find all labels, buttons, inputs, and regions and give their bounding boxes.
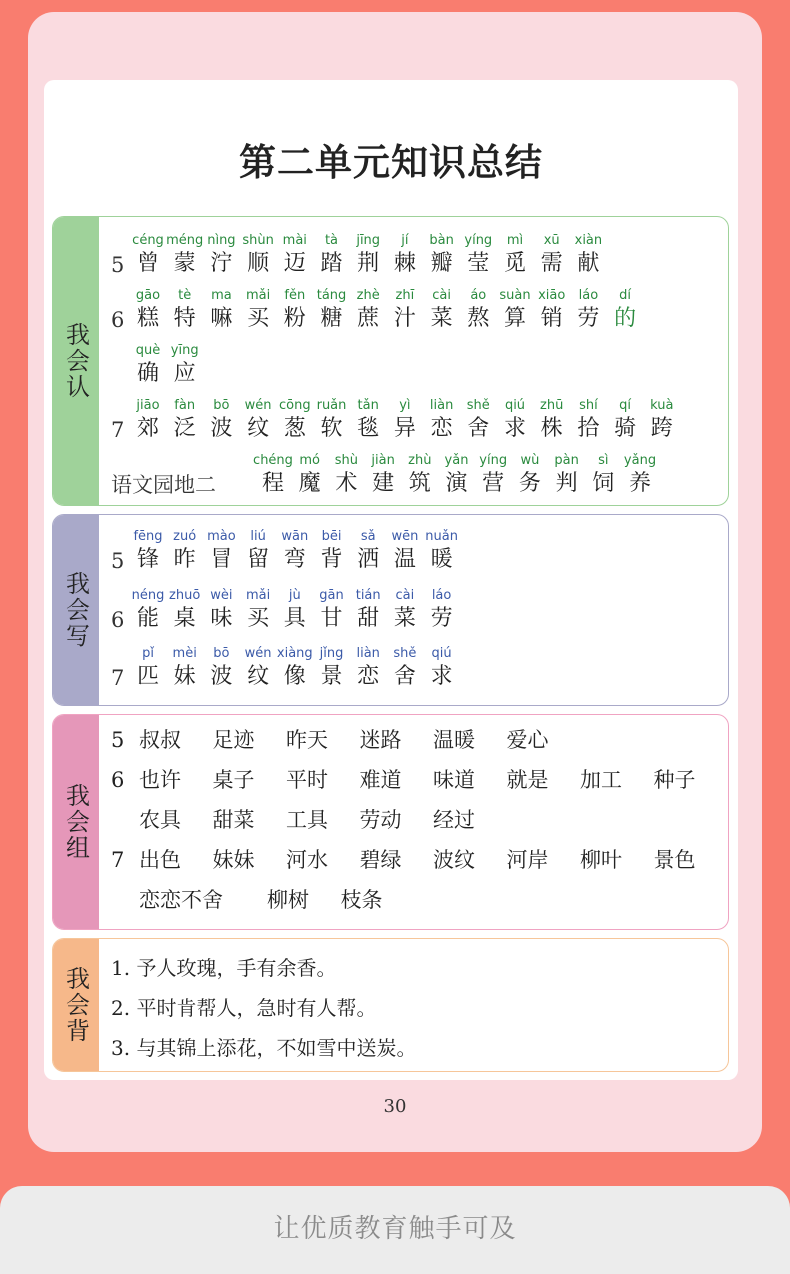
pinyin: wén <box>244 398 272 413</box>
lesson-number: 6 <box>111 608 125 632</box>
pinyin: kuà <box>650 398 674 413</box>
char-row <box>111 582 729 632</box>
hanzi: 波 <box>210 664 233 689</box>
pinyin: méng <box>166 233 204 248</box>
section-label: 我会认 <box>61 322 90 400</box>
hanzi: 甜 <box>357 606 380 631</box>
char-row <box>111 640 729 690</box>
pinyin: liàn <box>429 398 454 413</box>
word-row <box>111 845 729 875</box>
pinyin: nìng <box>207 233 236 248</box>
section-tab <box>53 715 99 929</box>
hanzi: 算 <box>503 306 526 331</box>
pinyin: cài <box>432 288 451 303</box>
hanzi: 跨 <box>650 416 673 441</box>
char-with-pinyin <box>608 288 642 332</box>
pinyin: áo <box>470 288 487 303</box>
char-with-pinyin <box>425 529 459 573</box>
footer-bar <box>0 1186 790 1274</box>
pinyin: pǐ <box>142 646 154 661</box>
pinyin: jí <box>401 233 409 248</box>
hanzi: 献 <box>577 251 600 276</box>
pinyin: mǎi <box>245 588 271 603</box>
word: 景色 <box>653 848 696 872</box>
hanzi: 销 <box>540 306 563 331</box>
pinyin: shù <box>334 453 359 468</box>
hanzi: 演 <box>445 471 468 496</box>
pinyin: mào <box>207 529 236 544</box>
hanzi: 荆 <box>357 251 380 276</box>
pinyin: què <box>135 343 161 358</box>
pinyin: yǎng <box>623 453 657 468</box>
hanzi: 买 <box>247 306 270 331</box>
hanzi: 郊 <box>136 416 159 441</box>
pinyin: mèi <box>172 646 197 661</box>
word: 爱心 <box>506 728 549 752</box>
pinyin: xiàng <box>276 646 313 661</box>
char-with-pinyin <box>571 233 605 277</box>
word: 难道 <box>359 768 402 792</box>
hanzi: 留 <box>247 547 270 572</box>
char-with-pinyin <box>425 646 459 690</box>
word: 叔叔 <box>139 728 181 752</box>
hanzi: 味 <box>210 606 233 631</box>
pinyin: nuǎn <box>425 529 458 544</box>
hanzi: 软 <box>320 416 343 441</box>
word: 河岸 <box>506 848 549 872</box>
char-with-pinyin <box>645 398 679 442</box>
pinyin: qiú <box>431 646 452 661</box>
hanzi: 的 <box>614 306 637 331</box>
hanzi: 曾 <box>136 251 159 276</box>
pinyin: wān <box>281 529 309 544</box>
pinyin: wèi <box>210 588 233 603</box>
pinyin: sì <box>598 453 609 468</box>
pinyin: shě <box>466 398 490 413</box>
hanzi: 菜 <box>430 306 453 331</box>
pinyin: bēi <box>321 529 342 544</box>
pinyin: céng <box>132 233 164 248</box>
pinyin: pàn <box>554 453 579 468</box>
footer-slogan: 让优质教育触手可及 <box>273 1214 517 1244</box>
pinyin: jiāo <box>136 398 160 413</box>
word: 枝条 <box>340 888 383 912</box>
hanzi: 株 <box>540 416 563 441</box>
char-with-pinyin <box>425 588 459 632</box>
hanzi: 妹 <box>173 664 196 689</box>
lesson-number: 6 <box>111 768 125 792</box>
hanzi: 纹 <box>247 664 270 689</box>
word-row <box>111 725 729 755</box>
pinyin: mài <box>282 233 307 248</box>
char-with-pinyin <box>168 343 202 387</box>
hanzi: 毯 <box>357 416 380 441</box>
pinyin: wù <box>520 453 540 468</box>
char-row <box>111 392 729 442</box>
pinyin: yíng <box>464 233 493 248</box>
hanzi: 纹 <box>247 416 270 441</box>
hanzi: 匹 <box>136 664 159 689</box>
hanzi: 蒙 <box>173 251 196 276</box>
hanzi: 洒 <box>357 547 380 572</box>
word: 农具 <box>139 808 181 832</box>
char-row <box>111 447 729 497</box>
word: 河水 <box>286 848 328 872</box>
lesson-number: 5 <box>111 549 125 573</box>
hanzi: 冒 <box>210 547 233 572</box>
section-recognize <box>52 216 729 506</box>
word: 劳动 <box>359 808 402 832</box>
word: 加工 <box>580 768 622 792</box>
pinyin: suàn <box>499 288 531 303</box>
hanzi: 昨 <box>173 547 196 572</box>
hanzi: 舍 <box>467 416 490 441</box>
word: 足迹 <box>212 728 255 752</box>
word: 妹妹 <box>212 848 255 872</box>
word: 温暖 <box>433 728 475 752</box>
hanzi: 蔗 <box>357 306 380 331</box>
hanzi: 能 <box>136 606 159 631</box>
hanzi: 劳 <box>430 606 453 631</box>
pinyin: shě <box>393 646 417 661</box>
hanzi: 弯 <box>283 547 306 572</box>
word: 平时 <box>286 768 328 792</box>
hanzi: 温 <box>393 547 416 572</box>
pinyin: néng <box>131 588 165 603</box>
lesson-number: 语文园地二 <box>111 473 216 497</box>
pinyin: chéng <box>253 453 293 468</box>
pinyin: liú <box>250 529 266 544</box>
hanzi: 锋 <box>136 547 159 572</box>
word-row <box>111 765 729 795</box>
hanzi: 魔 <box>298 471 321 496</box>
pinyin: cài <box>395 588 415 603</box>
pinyin: xiāo <box>538 288 566 303</box>
hanzi: 恋 <box>357 664 380 689</box>
pinyin: xiàn <box>574 233 603 248</box>
char-row <box>111 227 729 277</box>
hanzi: 汁 <box>393 306 416 331</box>
hanzi: 应 <box>173 361 196 386</box>
pinyin: zhuō <box>169 588 201 603</box>
pinyin: mó <box>299 453 320 468</box>
pinyin: mǎi <box>245 288 271 303</box>
hanzi: 术 <box>335 471 358 496</box>
hanzi: 营 <box>482 471 505 496</box>
section-recite <box>52 938 729 1072</box>
pinyin: qiú <box>504 398 526 413</box>
char-with-pinyin <box>623 453 657 497</box>
hanzi: 莹 <box>467 251 490 276</box>
hanzi: 建 <box>372 471 395 496</box>
hanzi: 像 <box>283 664 306 689</box>
pinyin: liàn <box>356 646 380 661</box>
hanzi: 务 <box>518 471 541 496</box>
pinyin: zuó <box>173 529 197 544</box>
section-write <box>52 514 729 706</box>
word: 碧绿 <box>359 848 402 872</box>
hanzi: 暖 <box>430 547 453 572</box>
pinyin: cōng <box>279 398 311 413</box>
hanzi: 泛 <box>173 416 196 441</box>
lesson-number: 7 <box>111 666 125 690</box>
hanzi: 瓣 <box>430 251 453 276</box>
pinyin: láo <box>431 588 452 603</box>
pinyin: jīng <box>356 233 381 248</box>
hanzi: 判 <box>555 471 578 496</box>
hanzi: 求 <box>430 664 453 689</box>
char-row <box>111 282 729 332</box>
recite-line: 3. 与其锦上添花，不如雪中送炭。 <box>111 1036 417 1060</box>
lesson-number: 7 <box>111 848 125 872</box>
hanzi: 劳 <box>577 306 600 331</box>
hanzi: 异 <box>393 416 416 441</box>
hanzi: 筑 <box>408 471 431 496</box>
pinyin: táng <box>316 288 347 303</box>
hanzi: 菜 <box>393 606 416 631</box>
hanzi: 甘 <box>320 606 343 631</box>
lesson-number: 6 <box>111 308 125 332</box>
word: 昨天 <box>286 728 328 752</box>
section-label: 我会组 <box>61 783 90 861</box>
char-row <box>111 523 729 573</box>
recite-line: 2. 平时肯帮人，急时有人帮。 <box>111 996 377 1020</box>
pinyin: xū <box>543 233 560 248</box>
hanzi: 拾 <box>577 416 600 441</box>
word: 也许 <box>139 768 181 792</box>
word: 柳树 <box>267 888 309 912</box>
word: 迷路 <box>359 728 402 752</box>
pinyin: zhū <box>540 398 564 413</box>
hanzi: 粉 <box>283 306 306 331</box>
word: 恋恋不舍 <box>139 888 223 912</box>
pinyin: bō <box>213 398 230 413</box>
hanzi: 景 <box>320 664 343 689</box>
pinyin: jù <box>288 588 301 603</box>
hanzi: 桌 <box>173 606 196 631</box>
hanzi: 顺 <box>247 251 270 276</box>
section-tab <box>53 515 99 705</box>
recite-line: 1. 予人玫瑰，手有余香。 <box>111 956 337 980</box>
pinyin: gāo <box>135 288 161 303</box>
lesson-number: 5 <box>111 253 125 277</box>
hanzi: 波 <box>210 416 233 441</box>
hanzi: 特 <box>173 306 196 331</box>
word: 柳叶 <box>580 848 622 872</box>
pinyin: tián <box>355 588 381 603</box>
pinyin: fěn <box>284 288 306 303</box>
hanzi: 泞 <box>210 251 233 276</box>
hanzi: 嘛 <box>210 306 233 331</box>
hanzi: 需 <box>540 251 563 276</box>
pinyin: gān <box>319 588 344 603</box>
pinyin: ma <box>211 288 232 303</box>
hanzi: 迈 <box>283 251 306 276</box>
hanzi: 棘 <box>393 251 416 276</box>
hanzi: 恋 <box>430 416 453 441</box>
section-tab <box>53 217 99 505</box>
pinyin: wén <box>244 646 272 661</box>
word: 就是 <box>506 768 549 792</box>
word-row <box>111 885 729 915</box>
pinyin: fàn <box>174 398 196 413</box>
page-number: 30 <box>383 1096 407 1117</box>
word-row <box>111 805 729 835</box>
word: 味道 <box>433 768 475 792</box>
pinyin: bàn <box>429 233 454 248</box>
pinyin: zhè <box>356 288 380 303</box>
char-row <box>111 337 729 387</box>
word: 桌子 <box>212 768 255 792</box>
hanzi: 求 <box>503 416 526 441</box>
pinyin: láo <box>578 288 599 303</box>
hanzi: 具 <box>283 606 306 631</box>
word: 波纹 <box>433 848 475 872</box>
pinyin: jǐng <box>319 646 344 661</box>
word: 出色 <box>139 848 181 872</box>
word: 工具 <box>286 808 328 832</box>
hanzi: 养 <box>628 471 651 496</box>
section-label: 我会背 <box>61 966 90 1044</box>
pinyin: jiàn <box>371 453 395 468</box>
hanzi: 确 <box>136 361 159 386</box>
pinyin: mì <box>506 233 524 248</box>
textbook-page <box>44 80 738 1080</box>
pinyin: ruǎn <box>316 398 347 413</box>
pinyin: bō <box>213 646 230 661</box>
hanzi: 葱 <box>283 416 306 441</box>
lesson-number: 7 <box>111 418 125 442</box>
hanzi: 糕 <box>136 306 159 331</box>
lesson-number: 5 <box>111 728 125 752</box>
hanzi: 舍 <box>393 664 416 689</box>
word: 种子 <box>653 768 696 792</box>
word: 经过 <box>433 808 475 832</box>
word: 甜菜 <box>212 808 255 832</box>
hanzi: 买 <box>247 606 270 631</box>
hanzi: 背 <box>320 547 343 572</box>
pinyin: wēn <box>391 529 419 544</box>
hanzi: 骑 <box>614 416 637 441</box>
pinyin: dí <box>619 288 632 303</box>
page-title: 第二单元知识总结 <box>239 141 543 184</box>
pinyin: sǎ <box>360 529 376 544</box>
pinyin: tà <box>324 233 339 248</box>
section-compose <box>52 714 729 930</box>
pinyin: yīng <box>170 343 199 358</box>
hanzi: 踏 <box>320 251 343 276</box>
pinyin: tǎn <box>357 398 379 413</box>
hanzi: 觅 <box>503 251 526 276</box>
section-label: 我会写 <box>61 571 90 649</box>
hanzi: 熬 <box>467 306 490 331</box>
pinyin: zhù <box>408 453 432 468</box>
pinyin: tè <box>178 288 192 303</box>
hanzi: 程 <box>261 471 284 496</box>
pinyin: qí <box>619 398 632 413</box>
pinyin: shùn <box>242 233 274 248</box>
pinyin: yǎn <box>444 453 469 468</box>
pinyin: shí <box>579 398 598 413</box>
section-tab <box>53 939 99 1071</box>
pinyin: zhī <box>395 288 415 303</box>
hanzi: 糖 <box>320 306 343 331</box>
pinyin: yíng <box>479 453 508 468</box>
pinyin: fēng <box>133 529 163 544</box>
pinyin: yì <box>399 398 411 413</box>
hanzi: 饲 <box>592 471 615 496</box>
